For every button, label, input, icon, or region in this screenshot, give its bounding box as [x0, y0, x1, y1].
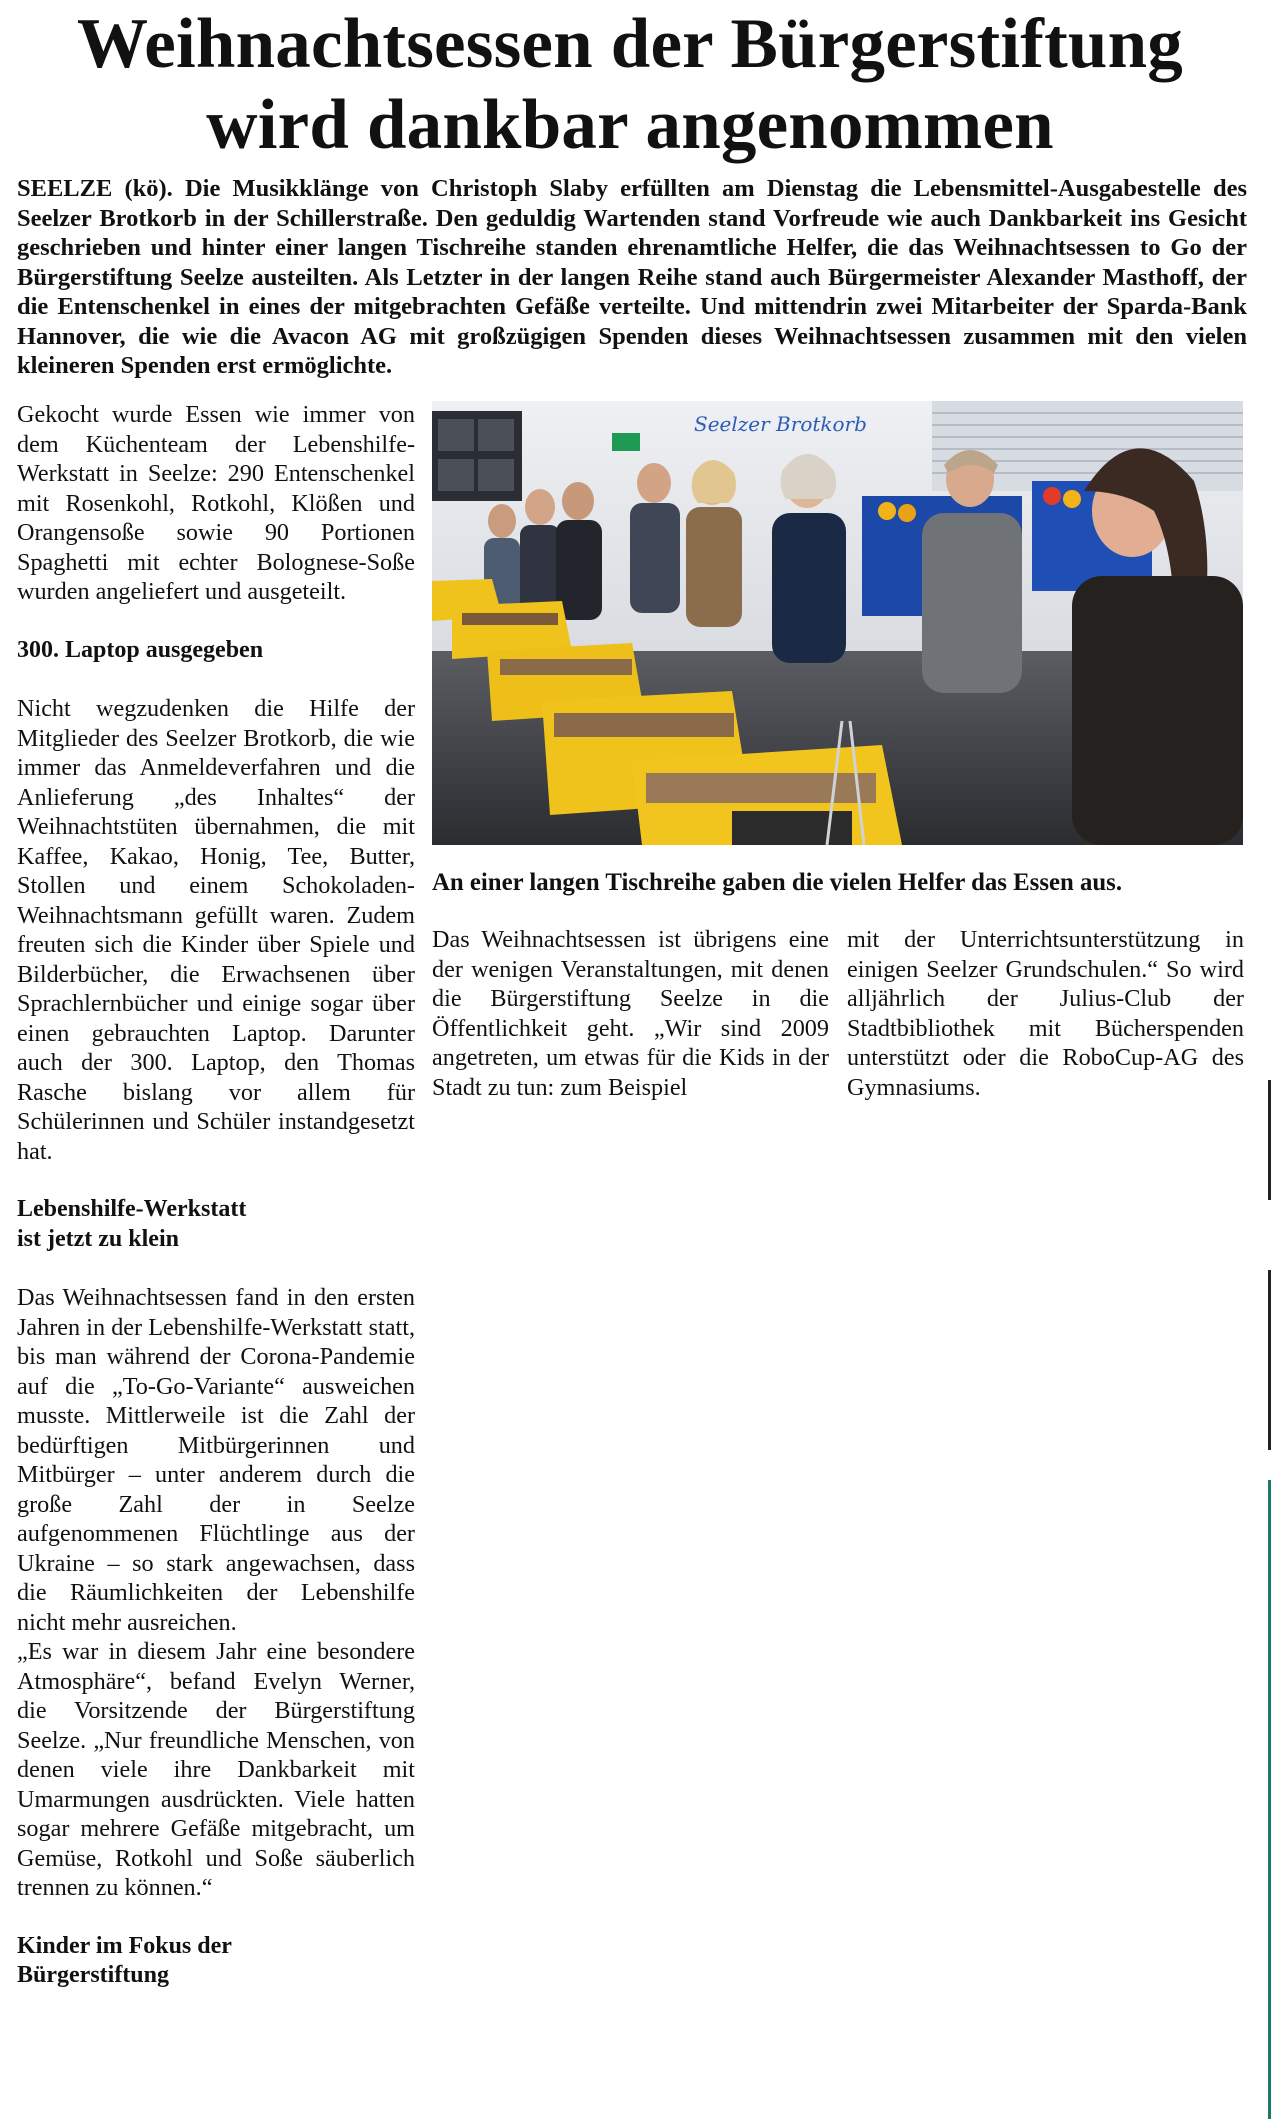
subheading-kinder	[17, 1932, 415, 1991]
right-edge-rule	[1268, 1270, 1271, 1450]
subheading-kinder-line-1: Kinder im Fokus der	[17, 1932, 232, 1959]
lead-paragraph: SEELZE (kö). Die Musikklänge von Christoph Slaby erfüllten am Dienstag die Lebensmittel-Ausgabestelle des Seelzer Brotkorb in der Schillerstraße. Den geduldig Wartenden stand Vorfreude wie auch Dankbarkeit ins Gesicht geschrieben und hinter einer langen Tischreihe standen ehrenamtliche Helfer, die das Weihnachtsessen to Go der Bürgerstiftung Seelze austeilten. Als Letzter in der langen Reihe stand auch Bürgermeister Alexander Masthoff, der die Entenschenkel in eines der mitgebrachten Gefäße verteilte. Und mittendrin zwei Mitarbeiter der Sparda-Bank Hannover, die wie die Avacon AG mit großzügigen Spenden dieses Weihnachtsessen zusammen mit den vielen kleineren Spenden erst ermöglichte.	[17, 175, 1247, 379]
headline-line-2: wird dankbar angenommen	[206, 86, 1054, 164]
photo-caption: An einer langen Tischreihe gaben die vielen Helfer das Essen aus.	[432, 869, 1123, 896]
paragraph-brotkorb: Nicht wegzudenken die Hilfe der Mitglieder des Seelzer Brotkorb, die wie immer das Anmeldeverfahren und die Anlieferung „des Inhaltes“ der Weihnachtstüten übernahmen, die mit Kaffee, Kakao, Honig, Tee, Butter, Stollen und einem Schokoladen-Weihnachtsmann gefüllt waren. Zudem freuten sich die Kinder über Spiele und Bilderbücher, die Erwachsenen über Sprachlernbücher und einige sogar über einen gebrauchten Laptop. Darunter auch der 300. Laptop, den Thomas Rasche bislang vor allem für Schülerinnen und Schüler instandgesetzt hat.	[17, 695, 415, 1165]
article-photo	[432, 401, 1243, 845]
headline	[10, 4, 1250, 166]
subheading-lebenshilfe-line-1: Lebenshilfe-Werkstatt	[17, 1196, 247, 1222]
paragraph-history: Das Weihnachtsessen fand in den ersten Jahren in der Lebenshilfe-Werkstatt statt, bis man während der Corona-Pandemie auf die „To-Go-Variante“ ausweichen musste. Mittlerweile ist die Zahl der bedürftigen Mitbürgerinnen und Mitbürger – unter anderem durch die große Zahl der in Seelze aufgenommenen Flüchtlinge aus der Ukraine – so stark angewachsen, dass die Räumlichkeiten der Lebenshilfe nicht mehr ausreichen.	[17, 1284, 415, 1636]
photo-illustration	[432, 401, 1243, 845]
paragraph-cooking: Gekocht wurde Essen wie immer von dem Küchenteam der Lebenshilfe-Werkstatt in Seelze: 290 Entenschenkel mit Rosenkohl, Rotkohl, Klößen und Orangensoße sowie 90 Portionen Spaghetti mit echter Bolognese-Soße wurden angeliefert und ausgeteilt.	[17, 401, 415, 605]
subheading-lebenshilfe	[17, 1195, 415, 1254]
paragraph-quote: „Es war in diesem Jahr eine besondere Atmosphäre“, befand Evelyn Werner, die Vorsitzende der Bürgerstiftung Seelze. „Nur freundliche Menschen, von denen viele ihre Dankbarkeit mit Umarmungen ausdrückten. Viele hatten sogar mehrere Gefäße mitgebracht, um Gemüse, Rotkohl und Soße säuberlich trennen zu können.“	[17, 1638, 415, 1901]
right-column-paragraph: mit der Unterrichtsunterstützung in einigen Seelzer Grundschulen.“ So wird alljährlich der Julius-Club der Stadtbibliothek mit Bücherspenden unterstützt oder die RoboCup-AG des Gymnasiums.	[847, 926, 1244, 1101]
right-edge-rule	[1268, 1080, 1271, 1200]
subheading-laptop: 300. Laptop ausgegeben	[17, 636, 264, 663]
right-edge-rule	[1268, 1480, 1271, 2119]
headline-line-1: Weihnachtsessen der Bürgerstiftung	[76, 5, 1184, 83]
photo-sign: Seelzer Brotkorb	[694, 412, 867, 436]
left-column	[17, 400, 415, 1991]
middle-column-paragraph: Das Weihnachtsessen ist übrigens eine der wenigen Veranstaltungen, mit denen die Bürgerstiftung Seelze in die Öffentlichkeit geht. „Wir sind 2009 angetreten, um etwas für die Kids in der Stadt zu tun: zum Beispiel	[432, 926, 829, 1101]
subheading-kinder-line-2: Bürgerstiftung	[17, 1962, 169, 1988]
subheading-lebenshilfe-line-2: ist jetzt zu klein	[17, 1225, 179, 1252]
